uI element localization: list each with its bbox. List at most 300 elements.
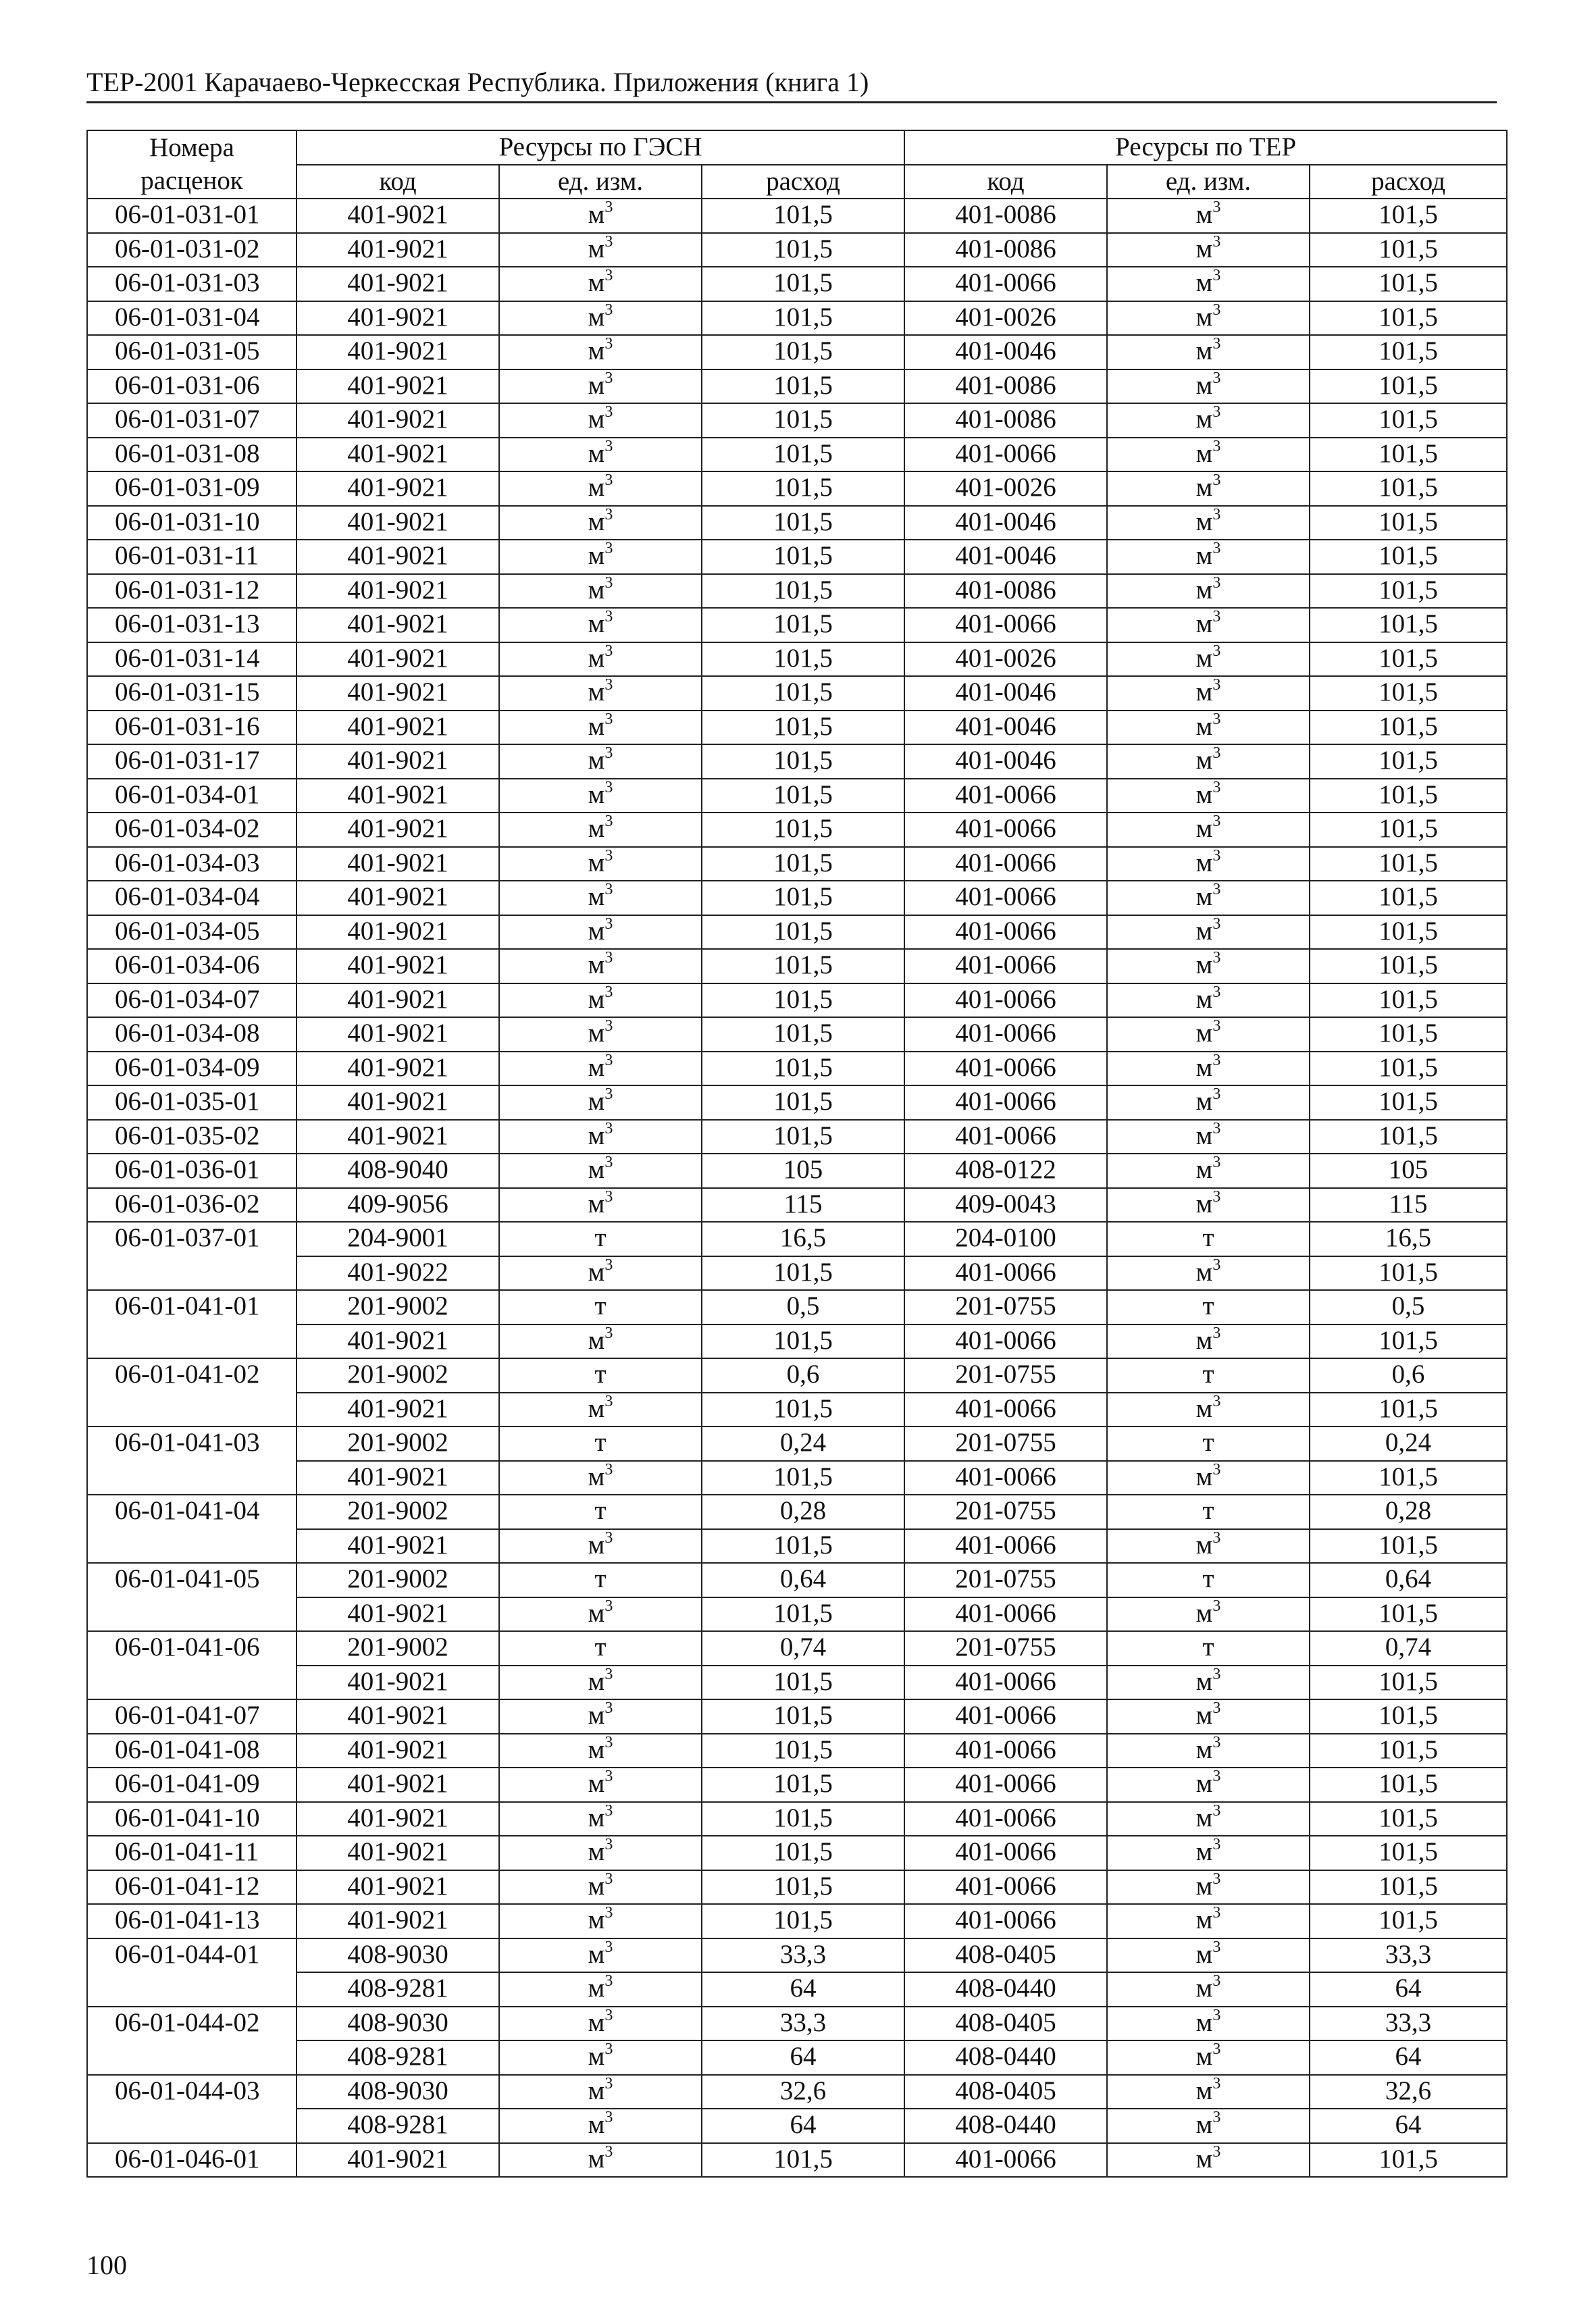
ter-rate-cell: 101,5 — [1310, 676, 1507, 711]
ter-unit-cell — [1107, 676, 1310, 711]
gesn-unit-cell — [499, 847, 702, 881]
unit-exponent: 3 — [604, 1972, 613, 1990]
table-body — [87, 199, 1507, 2177]
unit-exponent: 3 — [604, 1017, 613, 1035]
gesn-code-cell: 401-9021 — [297, 1666, 499, 1700]
rate-number-cell: 06-01-041-03 — [87, 1426, 297, 1461]
unit-text: т — [1202, 1223, 1214, 1252]
table-row — [87, 779, 1507, 813]
ter-unit-cell — [1107, 471, 1310, 506]
ter-unit-cell — [1107, 574, 1310, 609]
ter-rate-cell: 101,5 — [1310, 983, 1507, 1018]
ter-rate-cell: 32,6 — [1310, 2075, 1507, 2109]
gesn-rate-cell: 101,5 — [702, 574, 904, 609]
table-row — [87, 2007, 1507, 2041]
gesn-rate-cell: 0,28 — [702, 1495, 904, 1529]
ter-rate-cell: 33,3 — [1310, 1938, 1507, 1973]
unit-exponent: 3 — [1212, 301, 1221, 319]
ter-unit-cell — [1107, 1325, 1310, 1359]
unit-exponent: 3 — [1212, 1187, 1221, 1206]
ter-code-cell: 201-0755 — [904, 1563, 1107, 1597]
unit-text: м — [588, 1666, 605, 1696]
gesn-rate-cell: 101,5 — [702, 1393, 904, 1427]
rate-number-cell: 06-01-041-13 — [87, 1904, 297, 1938]
unit-text: м — [588, 1837, 605, 1866]
unit-text: м — [1195, 848, 1213, 877]
unit-exponent: 3 — [604, 2109, 613, 2126]
unit-exponent: 3 — [604, 540, 613, 557]
ter-code-cell: 401-0066 — [904, 1120, 1107, 1154]
unit-exponent: 3 — [604, 1904, 613, 1922]
gesn-unit-cell — [499, 233, 702, 267]
unit-exponent: 3 — [1212, 846, 1221, 865]
ter-unit-cell — [1107, 608, 1310, 642]
gesn-code-cell: 401-9021 — [297, 403, 499, 438]
ter-unit-cell — [1107, 983, 1310, 1018]
rate-number-cell: 06-01-041-02 — [87, 1358, 297, 1393]
col-gesn-rate: расход — [702, 165, 904, 199]
ter-code-cell: 408-0405 — [904, 2075, 1107, 2109]
unit-exponent: 3 — [604, 676, 613, 694]
ter-code-cell: 401-0066 — [904, 847, 1107, 881]
gesn-unit-cell — [499, 1631, 702, 1666]
gesn-code-cell: 401-9021 — [297, 711, 499, 745]
ter-rate-cell: 101,5 — [1310, 1802, 1507, 1836]
unit-exponent: 3 — [1212, 1768, 1221, 1785]
gesn-code-cell: 401-9021 — [297, 540, 499, 574]
gesn-unit-cell — [499, 1085, 702, 1120]
resources-table — [86, 130, 1508, 2178]
rate-number-cell — [87, 1529, 297, 1564]
unit-text: м — [588, 2076, 605, 2105]
unit-exponent: 3 — [604, 983, 613, 1001]
gesn-code-cell: 401-9021 — [297, 506, 499, 540]
unit-exponent: 3 — [1212, 1051, 1221, 1069]
gesn-code-cell: 401-9021 — [297, 1904, 499, 1938]
gesn-rate-cell: 101,5 — [702, 403, 904, 438]
rate-number-cell — [87, 1597, 297, 1632]
table-row — [87, 1938, 1507, 1973]
ter-code-cell: 408-0405 — [904, 2007, 1107, 2041]
gesn-rate-cell: 101,5 — [702, 1052, 904, 1086]
gesn-unit-cell — [499, 369, 702, 404]
ter-unit-cell — [1107, 1666, 1310, 1700]
rate-number-cell: 06-01-041-06 — [87, 1631, 297, 1666]
rate-number-cell — [87, 2040, 297, 2075]
gesn-rate-cell: 101,5 — [702, 267, 904, 301]
rate-number-cell: 06-01-044-03 — [87, 2075, 297, 2109]
rate-number-cell: 06-01-041-12 — [87, 1870, 297, 1905]
gesn-code-cell: 401-9021 — [297, 1393, 499, 1427]
gesn-code-cell: 401-9021 — [297, 983, 499, 1018]
unit-exponent: 3 — [604, 1665, 613, 1683]
table-row — [87, 1052, 1507, 1086]
col-gesn-code: код — [297, 165, 499, 199]
ter-unit-cell — [1107, 1631, 1310, 1666]
gesn-code-cell: 401-9021 — [297, 233, 499, 267]
table-row — [87, 1325, 1507, 1359]
rate-number-cell: 06-01-031-12 — [87, 574, 297, 609]
ter-unit-cell — [1107, 540, 1310, 574]
ter-rate-cell: 101,5 — [1310, 1325, 1507, 1359]
ter-code-cell: 401-0066 — [904, 1017, 1107, 1052]
gesn-unit-cell — [499, 1358, 702, 1393]
gesn-unit-cell — [499, 574, 702, 609]
unit-text: м — [588, 711, 605, 741]
rate-number-cell: 06-01-031-08 — [87, 438, 297, 472]
unit-text: м — [1195, 268, 1213, 297]
unit-text: м — [1195, 1939, 1213, 1969]
gesn-rate-cell: 101,5 — [702, 1870, 904, 1905]
unit-text: м — [1195, 1087, 1213, 1116]
unit-text: м — [1195, 370, 1213, 400]
rate-number-cell: 06-01-034-09 — [87, 1052, 297, 1086]
gesn-unit-cell — [499, 1768, 702, 1802]
gesn-code-cell: 408-9030 — [297, 2007, 499, 2041]
unit-exponent: 3 — [604, 710, 613, 728]
unit-text: м — [1195, 1019, 1213, 1048]
unit-text: м — [1195, 643, 1213, 673]
gesn-unit-cell — [499, 1325, 702, 1359]
ter-rate-cell: 101,5 — [1310, 744, 1507, 779]
ter-rate-cell: 101,5 — [1310, 267, 1507, 301]
unit-exponent: 3 — [1212, 744, 1221, 762]
unit-exponent: 3 — [1212, 1597, 1221, 1615]
unit-text: м — [1195, 1734, 1213, 1764]
table-row — [87, 1358, 1507, 1393]
unit-exponent: 3 — [1212, 1017, 1221, 1035]
gesn-code-cell: 201-9002 — [297, 1631, 499, 1666]
unit-text: м — [588, 473, 605, 502]
unit-text: м — [588, 1052, 605, 1082]
gesn-rate-cell: 101,5 — [702, 983, 904, 1018]
unit-exponent: 3 — [1212, 1665, 1221, 1683]
ter-code-cell: 401-0066 — [904, 1461, 1107, 1495]
ter-rate-cell: 101,5 — [1310, 1461, 1507, 1495]
ter-unit-cell — [1107, 233, 1310, 267]
ter-unit-cell — [1107, 813, 1310, 847]
table-row — [87, 540, 1507, 574]
unit-exponent: 3 — [1212, 1154, 1221, 1171]
ter-rate-cell: 101,5 — [1310, 847, 1507, 881]
col-ter-rate: расход — [1310, 165, 1507, 199]
unit-exponent: 3 — [604, 267, 613, 284]
gesn-unit-cell — [499, 1154, 702, 1188]
ter-code-cell: 401-0066 — [904, 1325, 1107, 1359]
table-row — [87, 1870, 1507, 1905]
gesn-unit-cell — [499, 1734, 702, 1768]
ter-rate-cell: 101,5 — [1310, 301, 1507, 336]
gesn-rate-cell: 0,64 — [702, 1563, 904, 1597]
unit-exponent: 3 — [1212, 505, 1221, 523]
unit-exponent: 3 — [604, 915, 613, 933]
ter-code-cell: 204-0100 — [904, 1222, 1107, 1256]
unit-exponent: 3 — [1212, 642, 1221, 660]
ter-code-cell: 401-0026 — [904, 471, 1107, 506]
table-row — [87, 1699, 1507, 1734]
gesn-unit-cell — [499, 1290, 702, 1325]
unit-text: м — [588, 746, 605, 775]
unit-exponent: 3 — [604, 1597, 613, 1615]
unit-text: м — [1195, 1325, 1213, 1355]
ter-rate-cell: 0,74 — [1310, 1631, 1507, 1666]
unit-exponent: 3 — [1212, 1938, 1221, 1956]
ter-rate-cell: 101,5 — [1310, 199, 1507, 233]
gesn-rate-cell: 101,5 — [702, 471, 904, 506]
ter-unit-cell — [1107, 847, 1310, 881]
unit-text: м — [1195, 234, 1213, 263]
gesn-rate-cell: 33,3 — [702, 1938, 904, 1973]
unit-text: м — [588, 1734, 605, 1764]
gesn-code-cell: 401-9021 — [297, 1836, 499, 1870]
unit-exponent: 3 — [1212, 1972, 1221, 1990]
table-row — [87, 1017, 1507, 1052]
gesn-rate-cell: 101,5 — [702, 1256, 904, 1291]
unit-text: м — [588, 336, 605, 365]
ter-rate-cell: 101,5 — [1310, 1017, 1507, 1052]
ter-rate-cell: 101,5 — [1310, 1836, 1507, 1870]
ter-code-cell: 401-0026 — [904, 301, 1107, 336]
unit-exponent: 3 — [1212, 1324, 1221, 1342]
gesn-unit-cell — [499, 1699, 702, 1734]
gesn-code-cell: 408-9040 — [297, 1154, 499, 1188]
ter-unit-cell — [1107, 1461, 1310, 1495]
ter-code-cell: 401-0066 — [904, 983, 1107, 1018]
gesn-code-cell: 201-9002 — [297, 1563, 499, 1597]
unit-text: м — [1195, 1598, 1213, 1628]
gesn-rate-cell: 101,5 — [702, 540, 904, 574]
unit-text: м — [588, 677, 605, 706]
table-row — [87, 369, 1507, 404]
unit-exponent: 3 — [604, 881, 613, 898]
unit-text: м — [588, 507, 605, 536]
unit-text: м — [1195, 2076, 1213, 2105]
table-row — [87, 676, 1507, 711]
unit-text: т — [1202, 1291, 1214, 1320]
ter-code-cell: 401-0066 — [904, 438, 1107, 472]
gesn-code-cell: 401-9021 — [297, 642, 499, 677]
gesn-code-cell: 401-9021 — [297, 744, 499, 779]
rate-number-cell: 06-01-041-09 — [87, 1768, 297, 1802]
table-head — [87, 130, 1507, 199]
gesn-rate-cell: 64 — [702, 1972, 904, 2007]
unit-text: м — [1195, 1155, 1213, 1184]
table-row — [87, 1188, 1507, 1223]
ter-unit-cell — [1107, 1768, 1310, 1802]
ter-unit-cell — [1107, 403, 1310, 438]
unit-exponent: 3 — [1212, 335, 1221, 353]
rate-number-cell: 06-01-041-04 — [87, 1495, 297, 1529]
unit-text: м — [588, 848, 605, 877]
gesn-rate-cell: 101,5 — [702, 438, 904, 472]
ter-code-cell: 401-0066 — [904, 813, 1107, 847]
unit-exponent: 3 — [604, 1256, 613, 1274]
gesn-rate-cell: 0,74 — [702, 1631, 904, 1666]
unit-exponent: 3 — [604, 369, 613, 387]
table-row — [87, 1426, 1507, 1461]
gesn-unit-cell — [499, 2143, 702, 2178]
ter-rate-cell: 101,5 — [1310, 1666, 1507, 1700]
table-row — [87, 1972, 1507, 2007]
unit-exponent: 3 — [604, 1699, 613, 1717]
gesn-rate-cell: 0,24 — [702, 1426, 904, 1461]
gesn-code-cell: 201-9002 — [297, 1426, 499, 1461]
table-row — [87, 199, 1507, 233]
ter-code-cell: 201-0755 — [904, 1358, 1107, 1393]
ter-code-cell: 401-0066 — [904, 1052, 1107, 1086]
unit-exponent: 3 — [604, 608, 613, 625]
unit-text: м — [1195, 1837, 1213, 1866]
ter-unit-cell — [1107, 1597, 1310, 1632]
unit-text: м — [1195, 473, 1213, 502]
gesn-rate-cell: 101,5 — [702, 1017, 904, 1052]
gesn-rate-cell: 101,5 — [702, 608, 904, 642]
table-row — [87, 1563, 1507, 1597]
unit-text: м — [588, 1462, 605, 1491]
ter-rate-cell: 64 — [1310, 2040, 1507, 2075]
rate-number-cell: 06-01-034-07 — [87, 983, 297, 1018]
gesn-code-cell: 401-9021 — [297, 1120, 499, 1154]
gesn-code-cell: 401-9021 — [297, 199, 499, 233]
ter-unit-cell — [1107, 1393, 1310, 1427]
gesn-unit-cell — [499, 813, 702, 847]
unit-text: м — [1195, 1530, 1213, 1560]
gesn-rate-cell: 101,5 — [702, 847, 904, 881]
ter-code-cell: 401-0066 — [904, 1393, 1107, 1427]
unit-exponent: 3 — [604, 1733, 613, 1751]
rate-number-cell: 06-01-031-17 — [87, 744, 297, 779]
gesn-unit-cell — [499, 1461, 702, 1495]
ter-unit-cell — [1107, 1017, 1310, 1052]
table-row — [87, 2143, 1507, 2178]
unit-exponent: 3 — [1212, 1085, 1221, 1103]
ter-code-cell: 401-0046 — [904, 540, 1107, 574]
table-row — [87, 881, 1507, 915]
ter-rate-cell: 101,5 — [1310, 2143, 1507, 2178]
rate-number-cell: 06-01-044-02 — [87, 2007, 297, 2041]
gesn-code-cell: 401-9021 — [297, 813, 499, 847]
gesn-unit-cell — [499, 915, 702, 950]
unit-text: т — [594, 1428, 607, 1457]
gesn-rate-cell: 101,5 — [702, 1597, 904, 1632]
unit-exponent: 3 — [1212, 1528, 1221, 1547]
gesn-rate-cell: 32,6 — [702, 2075, 904, 2109]
gesn-rate-cell: 101,5 — [702, 1699, 904, 1734]
ter-code-cell: 401-0066 — [904, 1085, 1107, 1120]
gesn-unit-cell — [499, 1222, 702, 1256]
unit-exponent: 3 — [1212, 1699, 1221, 1717]
ter-code-cell: 401-0086 — [904, 369, 1107, 404]
ter-code-cell: 401-0066 — [904, 1529, 1107, 1564]
rate-number-cell: 06-01-031-09 — [87, 471, 297, 506]
unit-text: м — [588, 1155, 605, 1184]
table-row — [87, 1666, 1507, 1700]
gesn-rate-cell: 101,5 — [702, 1085, 904, 1120]
rate-number-cell: 06-01-041-10 — [87, 1802, 297, 1836]
rate-number-cell: 06-01-031-10 — [87, 506, 297, 540]
ter-rate-cell: 101,5 — [1310, 642, 1507, 677]
unit-text: м — [588, 1189, 605, 1218]
unit-exponent: 3 — [604, 744, 613, 762]
ter-rate-cell: 0,28 — [1310, 1495, 1507, 1529]
ter-unit-cell — [1107, 267, 1310, 301]
rate-number-cell: 06-01-031-16 — [87, 711, 297, 745]
unit-exponent: 3 — [604, 813, 613, 830]
unit-text: т — [1202, 1428, 1214, 1457]
table-row — [87, 1631, 1507, 1666]
ter-code-cell: 401-0066 — [904, 1802, 1107, 1836]
rate-number-cell: 06-01-031-05 — [87, 335, 297, 369]
gesn-code-cell: 401-9021 — [297, 1734, 499, 1768]
gesn-unit-cell — [499, 2109, 702, 2143]
table-row — [87, 301, 1507, 336]
header-title: ТЕР-2001 Карачаево-Черкесская Республика. Приложения (книга 1) — [86, 67, 869, 97]
rate-number-cell — [87, 1325, 297, 1359]
ter-rate-cell: 101,5 — [1310, 438, 1507, 472]
gesn-code-cell: 401-9021 — [297, 1461, 499, 1495]
table-row — [87, 915, 1507, 950]
gesn-code-cell: 201-9002 — [297, 1290, 499, 1325]
table-row — [87, 1120, 1507, 1154]
unit-text: м — [588, 984, 605, 1014]
ter-code-cell: 401-0066 — [904, 1870, 1107, 1905]
unit-text: т — [594, 1496, 607, 1525]
gesn-rate-cell: 101,5 — [702, 813, 904, 847]
unit-text: м — [1195, 336, 1213, 365]
unit-exponent: 3 — [1212, 949, 1221, 967]
unit-exponent: 3 — [604, 1768, 613, 1785]
unit-text: м — [1195, 1052, 1213, 1082]
table-row — [87, 1768, 1507, 1802]
unit-text: м — [1195, 677, 1213, 706]
table-row — [87, 2075, 1507, 2109]
ter-rate-cell: 101,5 — [1310, 1597, 1507, 1632]
table-row — [87, 1529, 1507, 1564]
unit-text: м — [1195, 711, 1213, 741]
unit-exponent: 3 — [1212, 608, 1221, 625]
ter-rate-cell: 101,5 — [1310, 403, 1507, 438]
table-row — [87, 1904, 1507, 1938]
ter-code-cell: 201-0755 — [904, 1290, 1107, 1325]
ter-rate-cell: 64 — [1310, 1972, 1507, 2007]
gesn-unit-cell — [499, 744, 702, 779]
gesn-unit-cell — [499, 1904, 702, 1938]
gesn-rate-cell: 101,5 — [702, 369, 904, 404]
rate-number-cell: 06-01-034-05 — [87, 915, 297, 950]
unit-text: т — [594, 1223, 607, 1252]
unit-exponent: 3 — [604, 573, 613, 592]
gesn-unit-cell — [499, 301, 702, 336]
ter-unit-cell — [1107, 1972, 1310, 2007]
gesn-code-cell: 401-9021 — [297, 1768, 499, 1802]
rate-number-cell: 06-01-046-01 — [87, 2143, 297, 2178]
unit-text: м — [588, 814, 605, 843]
unit-text: м — [1195, 2110, 1213, 2139]
rate-number-cell: 06-01-035-02 — [87, 1120, 297, 1154]
page-number: 100 — [86, 2250, 127, 2280]
table-row — [87, 1461, 1507, 1495]
gesn-unit-cell — [499, 1256, 702, 1291]
unit-exponent: 3 — [1212, 915, 1221, 933]
col-gesn-unit: ед. изм. — [499, 165, 702, 199]
ter-unit-cell — [1107, 1938, 1310, 1973]
gesn-unit-cell — [499, 1120, 702, 1154]
gesn-unit-cell — [499, 1393, 702, 1427]
gesn-unit-cell — [499, 1938, 702, 1973]
ter-unit-cell — [1107, 1222, 1310, 1256]
gesn-code-cell: 401-9021 — [297, 369, 499, 404]
unit-text: м — [588, 950, 605, 979]
